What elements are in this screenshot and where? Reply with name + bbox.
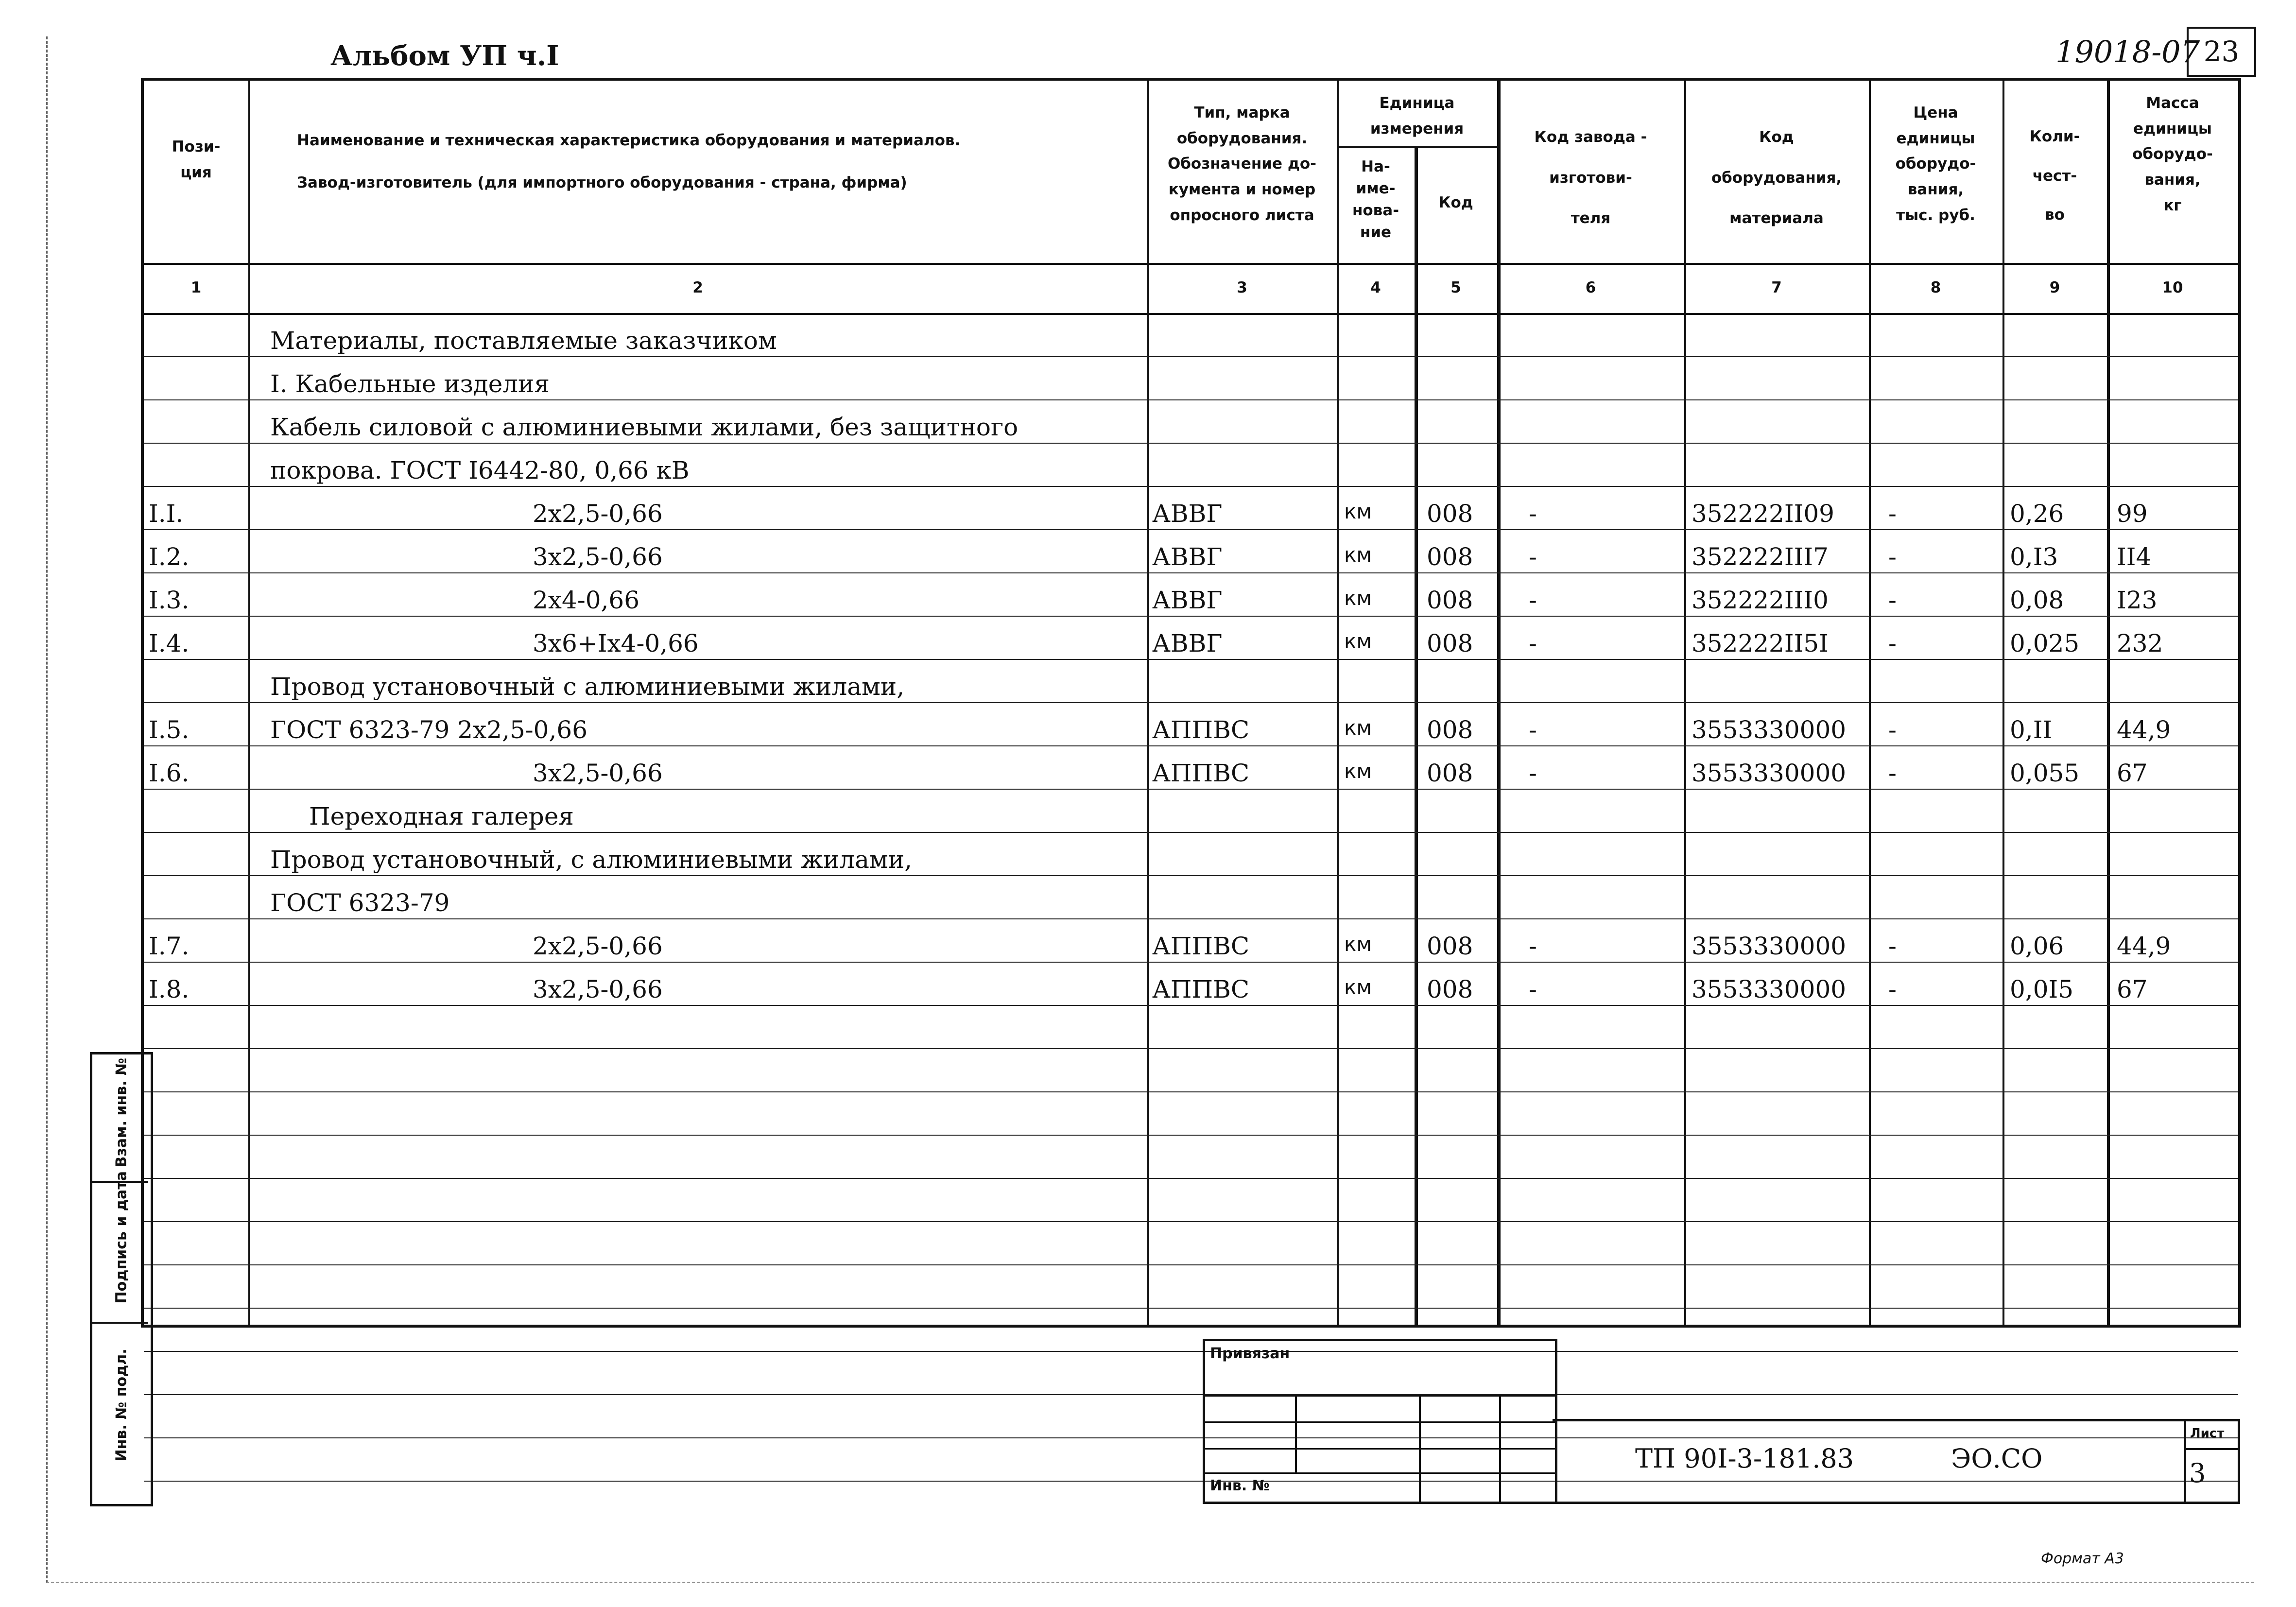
cell-pos: I.2. — [149, 543, 190, 571]
specification-table — [141, 78, 2241, 1328]
col-number-4: 4 — [1370, 279, 1381, 296]
cell-mcode: 3553330000 — [1692, 759, 1847, 787]
cell-name: ГОСТ 6323-79 — [270, 889, 450, 917]
cell-plant: - — [1529, 586, 1537, 614]
cell-qty: 0,I3 — [2010, 543, 2058, 571]
document-number: 19018-07 — [2055, 34, 2200, 69]
cell-name: ГОСТ 6323-79 2х2,5-0,66 — [270, 716, 588, 744]
stamp-inv-orig: Инв. № подл. — [113, 1348, 130, 1462]
cell-qty: 0,26 — [2010, 500, 2064, 528]
cell-price: - — [1888, 543, 1897, 571]
col-number-5: 5 — [1450, 279, 1461, 296]
cell-qty: 0,06 — [2010, 932, 2064, 960]
cell-mass: 67 — [2117, 975, 2148, 1003]
cell-code: 008 — [1427, 586, 1473, 614]
col-number-10: 10 — [2162, 279, 2183, 296]
row-rule — [144, 745, 2238, 746]
cell-mass: 99 — [2117, 500, 2148, 528]
cell-plant: - — [1529, 716, 1537, 744]
title-block-left — [1203, 1339, 1557, 1504]
sheet-number-box: 23 — [2187, 27, 2256, 77]
cell-unit: км — [1344, 716, 1372, 740]
album-title: Альбом УП ч.I — [330, 40, 559, 72]
cell-name: Переходная галерея — [309, 802, 574, 830]
col5-header: Код — [1438, 194, 1473, 211]
row-rule — [144, 1264, 2238, 1265]
cell-qty: 0,08 — [2010, 586, 2064, 614]
row-rule — [144, 1048, 2238, 1049]
row-rule — [144, 918, 2238, 919]
cell-plant: - — [1529, 543, 1537, 571]
cell-mass: 44,9 — [2117, 932, 2171, 960]
cell-unit: км — [1344, 629, 1372, 653]
cell-name: Кабель силовой с алюминиевыми жилами, без защитного — [270, 413, 1019, 441]
cell-code: 008 — [1427, 932, 1473, 960]
cell-mcode: 352222II09 — [1692, 500, 1834, 528]
cell-qty: 0,II — [2010, 716, 2053, 744]
cell-type: АППВС — [1152, 975, 1250, 1003]
col-number-9: 9 — [2049, 279, 2060, 296]
cell-type: АППВС — [1152, 759, 1250, 787]
col2-header: Наименование и техническая характеристика оборудования и материалов. Завод-изготовитель (для импортного оборудования - страна, фирма) — [297, 132, 961, 191]
cell-name: I. Кабельные изделия — [270, 370, 550, 398]
cell-price: - — [1888, 932, 1897, 960]
cell-price: - — [1888, 500, 1897, 528]
bound-label: Привязан — [1210, 1345, 1290, 1362]
row-rule — [144, 702, 2238, 703]
cell-name: Материалы, поставляемые заказчиком — [270, 327, 777, 355]
cell-pos: I.6. — [149, 759, 190, 787]
cell-qty: 0,055 — [2010, 759, 2080, 787]
cell-mcode: 3553330000 — [1692, 932, 1847, 960]
cell-code: 008 — [1427, 975, 1473, 1003]
cell-qty: 0,0I5 — [2010, 975, 2074, 1003]
col1-header: Пози- ция — [172, 138, 221, 181]
cell-pos: I.7. — [149, 932, 190, 960]
cell-code: 008 — [1427, 716, 1473, 744]
section-code: ЭО.СО — [1951, 1443, 2043, 1474]
cell-name: 2х2,5-0,66 — [533, 932, 663, 960]
tb-rule — [2184, 1448, 2238, 1450]
cell-plant: - — [1529, 500, 1537, 528]
cell-pos: I.5. — [149, 716, 190, 744]
col-number-8: 8 — [1930, 279, 1941, 296]
col9-header: Коли- чест- во — [2029, 128, 2080, 224]
row-rule — [144, 832, 2238, 833]
cell-plant: - — [1529, 629, 1537, 657]
tb-rule — [1205, 1421, 1555, 1423]
tb-col — [1295, 1395, 1297, 1472]
cell-unit: км — [1344, 500, 1372, 523]
cell-mcode: 352222II5I — [1692, 629, 1829, 657]
cell-type: АВВГ — [1152, 500, 1223, 528]
cell-name: покрова. ГОСТ I6442-80, 0,66 кВ — [270, 456, 690, 484]
cell-mass: 67 — [2117, 759, 2148, 787]
tb-rule — [1205, 1395, 1555, 1397]
col-number-7: 7 — [1771, 279, 1782, 296]
row-rule — [144, 875, 2238, 876]
col8-header: Цена единицы оборудо- вания, тыс. руб. — [1895, 104, 1976, 224]
row-rule — [144, 659, 2238, 660]
cell-pos: I.3. — [149, 586, 190, 614]
col7-header: Код оборудования, материала — [1711, 128, 1842, 227]
tb-rule — [1205, 1472, 1555, 1474]
cell-name: 3х2,5-0,66 — [533, 759, 663, 787]
row-rule — [144, 1135, 2238, 1136]
cell-name: 2х2,5-0,66 — [533, 500, 663, 528]
cell-unit: км — [1344, 586, 1372, 610]
cell-price: - — [1888, 716, 1897, 744]
col-line — [1415, 146, 1418, 1325]
row-rule — [144, 1221, 2238, 1222]
row-rule — [144, 616, 2238, 617]
col6-header: Код завода - изготови- теля — [1534, 128, 1647, 227]
tb-rule — [1205, 1448, 1555, 1450]
col-number-1: 1 — [190, 279, 202, 296]
col-number-2: 2 — [692, 279, 703, 296]
cell-code: 008 — [1427, 543, 1473, 571]
cell-type: АВВГ — [1152, 629, 1223, 657]
designation: ТП 90I-3-181.83 — [1635, 1443, 1854, 1474]
cell-plant: - — [1529, 759, 1537, 787]
row-rule — [144, 399, 2238, 400]
cell-name: 3х2,5-0,66 — [533, 543, 663, 571]
col3-header: Тип, марка оборудования. Обозначение до- кумента и номер опросного листа — [1167, 104, 1317, 224]
cell-type: АППВС — [1152, 932, 1250, 960]
row-rule — [144, 1308, 2238, 1309]
cell-mcode: 3553330000 — [1692, 716, 1847, 744]
cell-price: - — [1888, 629, 1897, 657]
row-rule — [144, 1091, 2238, 1092]
col-number-3: 3 — [1237, 279, 1247, 296]
cell-mass: I23 — [2117, 586, 2158, 614]
cell-plant: - — [1529, 975, 1537, 1003]
tb-col — [2184, 1421, 2186, 1502]
cell-unit: км — [1344, 543, 1372, 567]
cell-pos: I.8. — [149, 975, 190, 1003]
cell-mass: 44,9 — [2117, 716, 2171, 744]
row-rule — [144, 529, 2238, 530]
cell-pos: I.4. — [149, 629, 190, 657]
cell-name: Провод установочный, с алюминиевыми жилами, — [270, 846, 913, 874]
cell-price: - — [1888, 975, 1897, 1003]
cell-code: 008 — [1427, 500, 1473, 528]
format-label: Формат А3 — [2041, 1550, 2124, 1567]
cell-name: 2х4-0,66 — [533, 586, 640, 614]
col10-header: Масса единицы оборудо- вания, кг — [2132, 94, 2213, 214]
stamp-inv-replace: Взам. инв. № — [113, 1057, 130, 1168]
row-rule — [144, 443, 2238, 444]
cell-type: АВВГ — [1152, 586, 1223, 614]
unit-group-header: Единица измерения — [1370, 94, 1464, 138]
cell-mcode: 352222III0 — [1692, 586, 1829, 614]
tb-col — [1499, 1395, 1501, 1502]
cell-name: 3х6+Iх4-0,66 — [533, 629, 699, 657]
cell-plant: - — [1529, 932, 1537, 960]
cell-unit: км — [1344, 975, 1372, 999]
row-rule — [144, 1351, 2238, 1352]
col-number-6: 6 — [1585, 279, 1596, 296]
row-rule — [144, 356, 2238, 357]
cell-price: - — [1888, 759, 1897, 787]
row-rule — [144, 1005, 2238, 1006]
cell-type: АППВС — [1152, 716, 1250, 744]
cell-qty: 0,025 — [2010, 629, 2080, 657]
row-rule — [144, 1394, 2238, 1395]
stamp-divider — [92, 1322, 148, 1324]
cell-mass: II4 — [2117, 543, 2152, 571]
row-rule — [144, 962, 2238, 963]
number-row-rule — [144, 313, 2238, 315]
inv-no-label: Инв. № — [1210, 1477, 1270, 1494]
cell-mass: 232 — [2117, 629, 2163, 657]
cell-mcode: 352222III7 — [1692, 543, 1829, 571]
cell-name: Провод установочный с алюминиевыми жилами, — [270, 673, 905, 701]
cell-code: 008 — [1427, 759, 1473, 787]
sheet-label: Лист — [2190, 1426, 2225, 1441]
side-stamp — [90, 1052, 153, 1506]
cell-type: АВВГ — [1152, 543, 1223, 571]
row-rule — [144, 1178, 2238, 1179]
cell-mcode: 3553330000 — [1692, 975, 1847, 1003]
cell-unit: км — [1344, 759, 1372, 783]
cell-name: 3х2,5-0,66 — [533, 975, 663, 1003]
header-bottom-rule — [144, 263, 2238, 265]
tb-col — [1419, 1395, 1421, 1502]
cell-pos: I.I. — [149, 500, 184, 528]
col4-header: На- име- нова- ние — [1352, 158, 1399, 241]
title-block-right — [1553, 1419, 2240, 1504]
row-rule — [144, 572, 2238, 573]
sheet-value: 3 — [2189, 1458, 2206, 1488]
row-rule — [144, 789, 2238, 790]
stamp-sign-date: Подпись и дата — [113, 1171, 130, 1304]
cell-code: 008 — [1427, 629, 1473, 657]
row-rule — [144, 486, 2238, 487]
cell-price: - — [1888, 586, 1897, 614]
cell-unit: км — [1344, 932, 1372, 956]
